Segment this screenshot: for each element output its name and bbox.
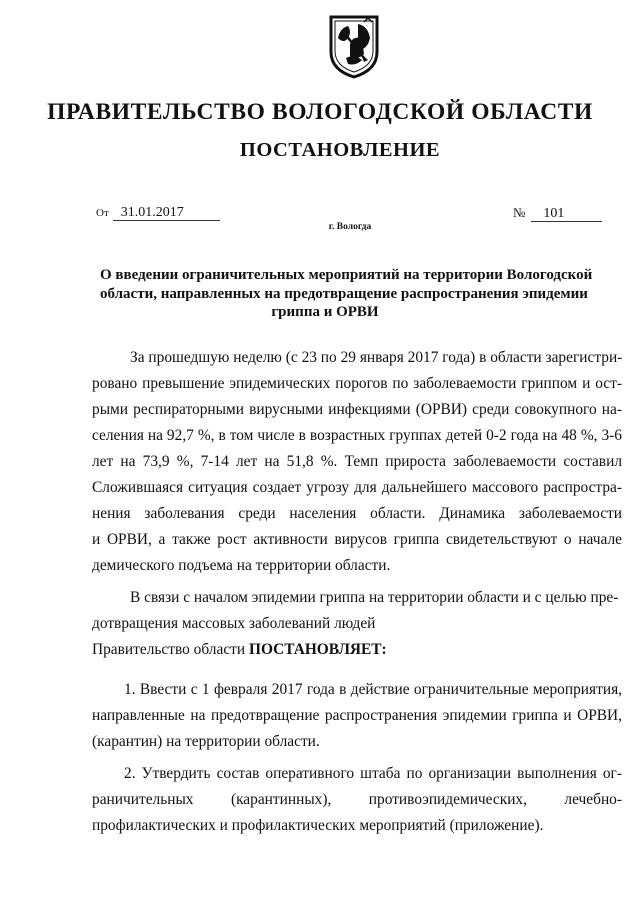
document-date: 31.01.2017 — [113, 205, 220, 221]
document-number-row — [513, 205, 602, 222]
text-line: ровано превышение эпидемических порогов по заболеваемости гриппом и ост- — [92, 375, 622, 392]
list-item-2 — [92, 761, 622, 839]
document-body — [92, 345, 622, 839]
text-line: В связи с началом эпидемии гриппа на территории области и с целью пре- — [130, 589, 619, 606]
text-line: За прошедшую неделю (с 23 по 29 января 2017 года) в области зарегистри- — [130, 349, 623, 366]
heading-line: О введении ограничительных мероприятий на территории Вологодской — [100, 267, 593, 283]
document-number: 101 — [531, 206, 602, 222]
date-label: От — [96, 207, 109, 219]
text-line: селения на 92,7 %, в том числе в возрастных группах детей 0-2 года на 48 %, 3-6 — [92, 427, 622, 444]
text-line: профилактических и профилактических мероприятий (приложение). — [92, 817, 544, 834]
text-line: демического подъема на территории области. — [92, 557, 391, 574]
document-date-row — [96, 205, 220, 221]
text-line: Сложившаяся ситуация создает угрозу для дальнейшего массового распростра- — [92, 479, 622, 496]
spacer — [92, 663, 622, 677]
number-label: № — [513, 205, 526, 220]
decree-prefix: Правительство области — [92, 641, 249, 658]
decree-line — [92, 637, 622, 663]
paragraph-grounds — [92, 585, 622, 637]
paragraph-situation — [92, 345, 622, 579]
text-line: и ОРВИ, а также рост активности вирусов гриппа свидетельствуют о начале — [92, 531, 622, 548]
text-line: лет на 73,9 %, 7-14 лет на 51,8 %. Темп прироста заболеваемости составил — [92, 453, 622, 470]
text-line: 2. Утвердить состав оперативного штаба по организации выполнения ог- — [124, 765, 622, 782]
vologda-coat-of-arms-icon — [328, 14, 380, 80]
document-city: г. Вологда — [328, 222, 372, 232]
text-line: нения заболевания среди населения области. Динамика заболеваемости — [92, 505, 622, 522]
text-line: рыми респираторными вирусными инфекциями (ОРВИ) среди совокупного на- — [92, 401, 622, 418]
text-line: раничительных (карантинных), противоэпидемических, лечебно- — [92, 791, 622, 808]
organization-title: ПРАВИТЕЛЬСТВО ВОЛОГОДСКОЙ ОБЛАСТИ — [47, 99, 593, 125]
document-heading — [100, 266, 593, 322]
text-line: дотвращения массовых заболеваний людей — [92, 615, 376, 632]
document-type: ПОСТАНОВЛЕНИЕ — [239, 139, 441, 161]
text-line: 1. Ввести с 1 февраля 2017 года в действие ограничительные мероприятия, — [124, 681, 622, 698]
text-line: (карантин) на территории области. — [92, 733, 320, 750]
heading-line: области, направленных на предотвращение распространения эпидемии — [100, 285, 588, 302]
list-item-1 — [92, 677, 622, 755]
decree-keyword: ПОСТАНОВЛЯЕТ: — [248, 641, 387, 658]
text-line: направленные на предотвращение распространения эпидемии гриппа и ОРВИ, — [92, 707, 622, 724]
heading-line: гриппа и ОРВИ — [271, 304, 379, 320]
